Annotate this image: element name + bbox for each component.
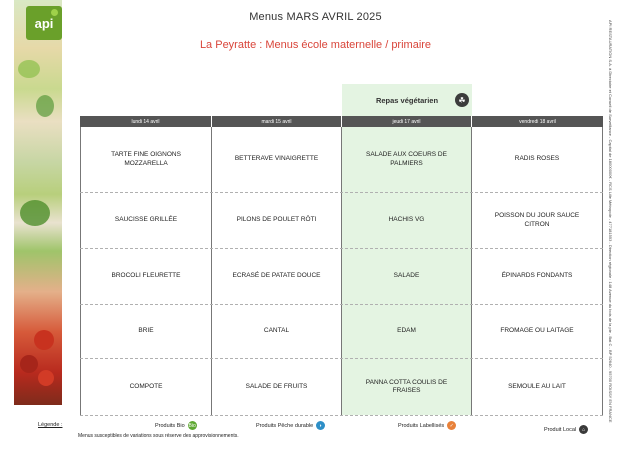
legend-item-label (398, 421, 456, 430)
menu-row-cheese (80, 305, 603, 359)
legend-item-bio (155, 421, 197, 430)
menu-cell: FROMAGE OU LAITAGE (472, 305, 603, 358)
menu-table (80, 116, 603, 416)
menu-row-main (80, 193, 603, 249)
menu-subtitle: La Peyratte : Menus école maternelle / primaire (199, 39, 432, 51)
menu-cell: BETTERAVE VINAIGRETTE (212, 127, 342, 192)
fish-icon: ◗ (316, 421, 325, 430)
day-header-friday: vendredi 18 avril (472, 116, 603, 127)
page-title: Menus MARS AVRIL 2025 (249, 11, 382, 23)
menu-row-starter (80, 127, 603, 193)
legend-label: Produits Bio (155, 422, 185, 429)
day-header-tuesday: mardi 15 avril (212, 116, 342, 127)
menu-cell: EDAM (342, 305, 472, 358)
decorative-food-strip (14, 0, 62, 405)
vegetarian-meal-label: Repas végétarien (375, 95, 439, 105)
legal-text (603, 20, 615, 423)
legal-text-content: API RESTAURATION S.A. à Directoire et Conseil de Surveillance - Capital de 18000000€ - RCS Lille Métropole - 477181553 - Direction régionale : 148 Avenue du bois de la pie - Bat C - BP 52640 - 95700 ROISSY EN FRANCE (608, 20, 613, 423)
menu-cell: COMPOTE (80, 359, 212, 415)
logo-text: api (34, 15, 54, 31)
day-header-thursday: jeudi 17 avril (342, 116, 472, 127)
availability-note: Menus susceptibles de variations sous réserve des approvisionnements. (78, 433, 239, 439)
menu-cell: RADIS ROSES (472, 127, 603, 192)
menu-row-side (80, 249, 603, 305)
menu-cell: SALADE AUX COEURS DE PALMIERS (342, 127, 472, 192)
legend-title: Légende : (38, 422, 63, 428)
menu-cell: SALADE (342, 249, 472, 304)
legend-item-local (544, 425, 588, 434)
menu-cell: ÉPINARDS FONDANTS (472, 249, 603, 304)
legend-label: Produits Labellisés (398, 422, 445, 429)
legend-item-fish (256, 421, 325, 430)
vegetarian-icon: ☘ (455, 93, 469, 107)
menu-cell: CANTAL (212, 305, 342, 358)
menu-cell: SAUCISSE GRILLÉE (80, 193, 212, 248)
menu-cell: BRIE (80, 305, 212, 358)
legend-label: Produits Pêche durable (256, 422, 314, 429)
menu-cell: PANNA COTTA COULIS DE FRAISES (342, 359, 472, 415)
menu-cell: TARTE FINE OIGNONS MOZZARELLA (80, 127, 212, 192)
bio-leaf-icon: Bio (188, 422, 196, 429)
day-header-monday: lundi 14 avril (80, 116, 212, 127)
label-badge-icon: ✓ (447, 421, 456, 430)
local-product-icon: ⌂ (579, 425, 588, 434)
menu-cell: SEMOULE AU LAIT (472, 359, 603, 415)
day-header-row (80, 116, 603, 127)
menu-cell: HACHIS VG (342, 193, 472, 248)
menu-row-dessert (80, 359, 603, 416)
menu-cell: SALADE DE FRUITS (212, 359, 342, 415)
menu-cell: PILONS DE POULET RÔTI (212, 193, 342, 248)
menu-cell: ECRASÉ DE PATATE DOUCE (212, 249, 342, 304)
menu-cell: POISSON DU JOUR SAUCE CITRON (472, 193, 603, 248)
menu-cell: BROCOLI FLEURETTE (80, 249, 212, 304)
legend-label: Produit Local (544, 426, 577, 433)
